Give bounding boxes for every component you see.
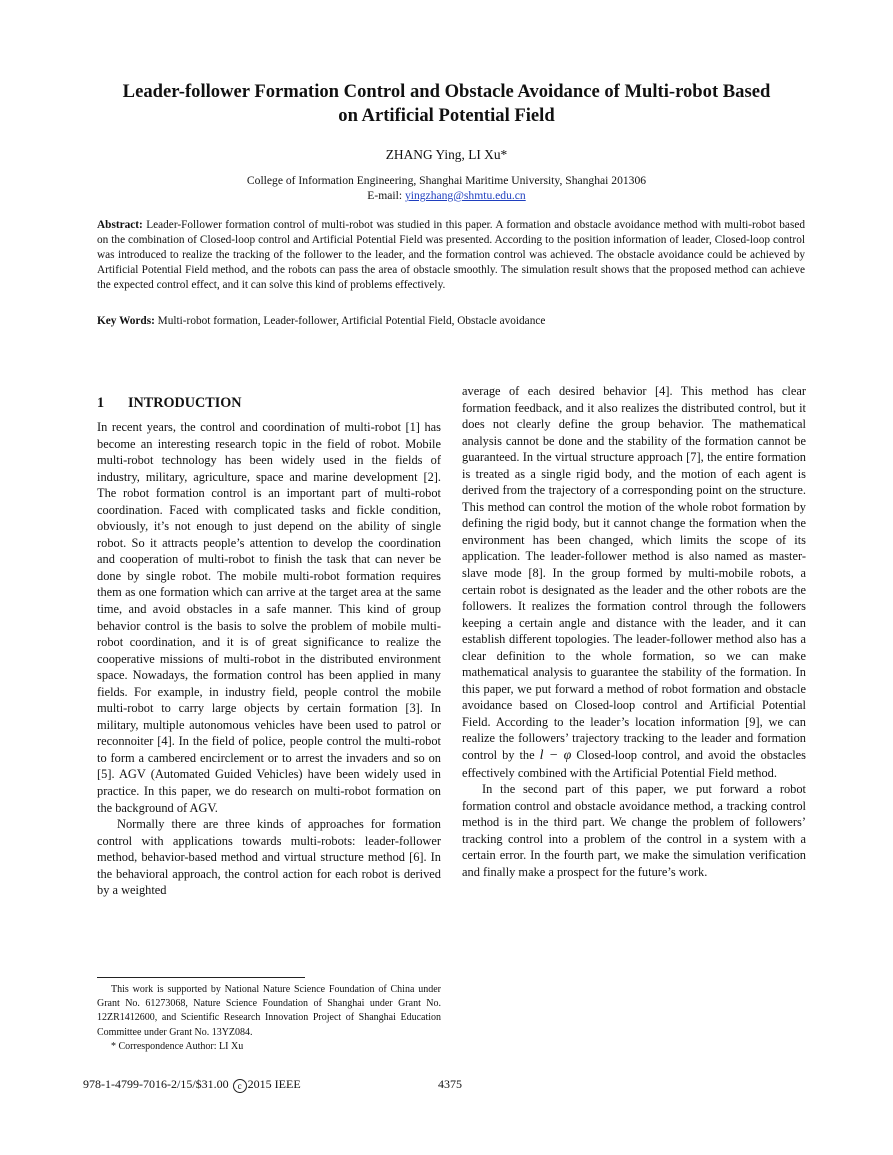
keywords-label: Key Words: [97, 315, 155, 327]
intro-paragraph-2-continued [462, 383, 806, 781]
copyright-icon: c [233, 1079, 247, 1093]
paragraph-text-end: Closed-loop control, and avoid the obstacles effectively combined with the Artificial Potential Field method. [462, 748, 807, 780]
isbn-line [83, 1076, 301, 1093]
keywords [97, 314, 805, 329]
abstract [97, 218, 805, 293]
email-line [60, 188, 833, 203]
keywords-text: Multi-robot formation, Leader-follower, Artificial Potential Field, Obstacle avoidance [154, 315, 546, 327]
section-title: INTRODUCTION [128, 395, 242, 411]
abstract-text: Leader-Follower formation control of multi-robot was studied in this paper. A formation and obstacle avoidance method with multi-robot based on the combination of Closed-loop control and Artificial Potential Field was presented. According to the position information of leader, Closed-loop control was introduced to realize the tracking of the follower to the leader, and the formation control was achieved. The obstacle avoidance could be achieved by Artificial Potential Field method, and the robots can pass the area of obstacle smoothly. The simulation result shows that the proposed method can achieve the expected control effect, and it can solve this kind of problems effectively. [97, 219, 805, 292]
email-link[interactable]: yingzhang@shmtu.edu.cn [404, 189, 526, 202]
affiliation: College of Information Engineering, Shanghai Maritime University, Shanghai 201306 [246, 174, 647, 187]
footnote-correspondence: * Correspondence Author: LI Xu [111, 1040, 244, 1052]
intro-paragraph-1: In recent years, the control and coordination of multi-robot [1] has become an interesting research topic in the field of robot. Mobile multi-robot technology has been widely used in the fields of industry, military, agriculture, space and marine development [2]. The robot formation control is an important part of multi-robot coordination. Faced with complicated tasks and fickle condition, obviously, it’s not enough to just depend on the ability of single robot. So it attracts people’s attention to develop the coordination and cooperation of multi-robot to finish the task that can never be done by single robot. The mobile multi-robot formation requires them as one formation which can arrive at the target area at the same time, and avoid obstacles in a safe manner. This kind of group behavior control is the basis to solve the problem of mobile multi-robot coordination, and it is of great significance to realize the cooperative missions of multi-robot in the distributed environment space. Nowadays, the formation control has been applied in many fields. For example, in industry field, people control the mobile multi-robot to carry large objects by certain formation [3]. In military, multiple autonomous vehicles have been used to patrol or reconnoiter [4]. In the field of police, people control the multi-robot to form a cambered encirclement or to arrest the invaders and so on [5]. AGV (Automated Guided Vehicles) have been widely used in practice. In this paper, we do research on multi-robot formation on the background of AGV. [97, 420, 441, 815]
section-heading [97, 394, 242, 412]
footnote-rule [97, 977, 305, 978]
abstract-label: Abstract: [97, 219, 143, 231]
page-number: 4375 [438, 1077, 462, 1091]
right-column [462, 383, 806, 880]
intro-paragraph-2: Normally there are three kinds of approaches for formation control with applications towards multi-robots: leader-follower method, behavior-based method and virtual structure method [6]. In the behavioral approach, the control action for each robot is derived by a weighted [97, 817, 441, 898]
inline-math: l − φ [539, 748, 572, 764]
paragraph-text: average of each desired behavior [4]. This method has clear formation feedback, and it also realizes the distributed control, but it does not clearly define the group behavior. The mathematical analysis cannot be done and the stability of the formation cannot be guaranteed. In the virtual structure approach [7], the entire formation is treated as a single rigid body, and the motion of each agent is derived from the trajectory of a corresponding point on the structure. This method can control the motion of the whole robot formation by defining the rigid body, but it cannot change the formation when the environment has been changed, which limits the scope of its application. The leader-follower method is also named as master-slave mode [8]. In the group formed by multi-mobile robots, a certain robot is designated as the leader and the other robots are the followers. It realizes the formation control through the followers keeping a certain angle and distance with the leader, and it can establish different topologies. The leader-follower method also has a clear definition to the whole formation, so we can make mathematical analysis to guarantee the stability of the formation. In this paper, we put forward a method of robot formation and obstacle avoidance based on Closed-loop control and Artificial Potential Field. According to the leader’s location information [9], we can realize the followers’ trajectory tracking to the leader and formation control by the [462, 384, 806, 763]
authors: ZHANG Ying, LI Xu* [385, 147, 508, 162]
title-line-1: Leader-follower Formation Control and Obstacle Avoidance of Multi-robot Based [122, 81, 771, 102]
footnote-funding: This work is supported by National Nature Science Foundation of China under Grant No. 61273068, Nature Science Foundation of Shanghai under Grant No. 12ZR1412600, and Scientific Research Innovation Project of Shanghai Education Committee under Grant No. 13YZ084. [97, 984, 441, 1038]
email-label: E-mail: [367, 189, 405, 202]
copyright-year: 2015 IEEE [247, 1077, 301, 1091]
title-line-2: on Artificial Potential Field [338, 105, 555, 126]
paper-title [60, 80, 833, 128]
intro-paragraph-3: In the second part of this paper, we put forward a robot formation control and obstacle avoidance method, a tracking control method is in the third part. We change the problem of followers’ tracking control into a problem of the control in a system with a certain error. In the fourth part, we make the simulation verification and finally make a prospect for the future’s work. [462, 782, 806, 879]
affiliation-block [60, 173, 833, 203]
isbn: 978-1-4799-7016-2/15/$31.00 [83, 1077, 232, 1091]
section-number: 1 [97, 395, 105, 411]
left-column [97, 419, 441, 899]
footnotes [97, 983, 441, 1054]
